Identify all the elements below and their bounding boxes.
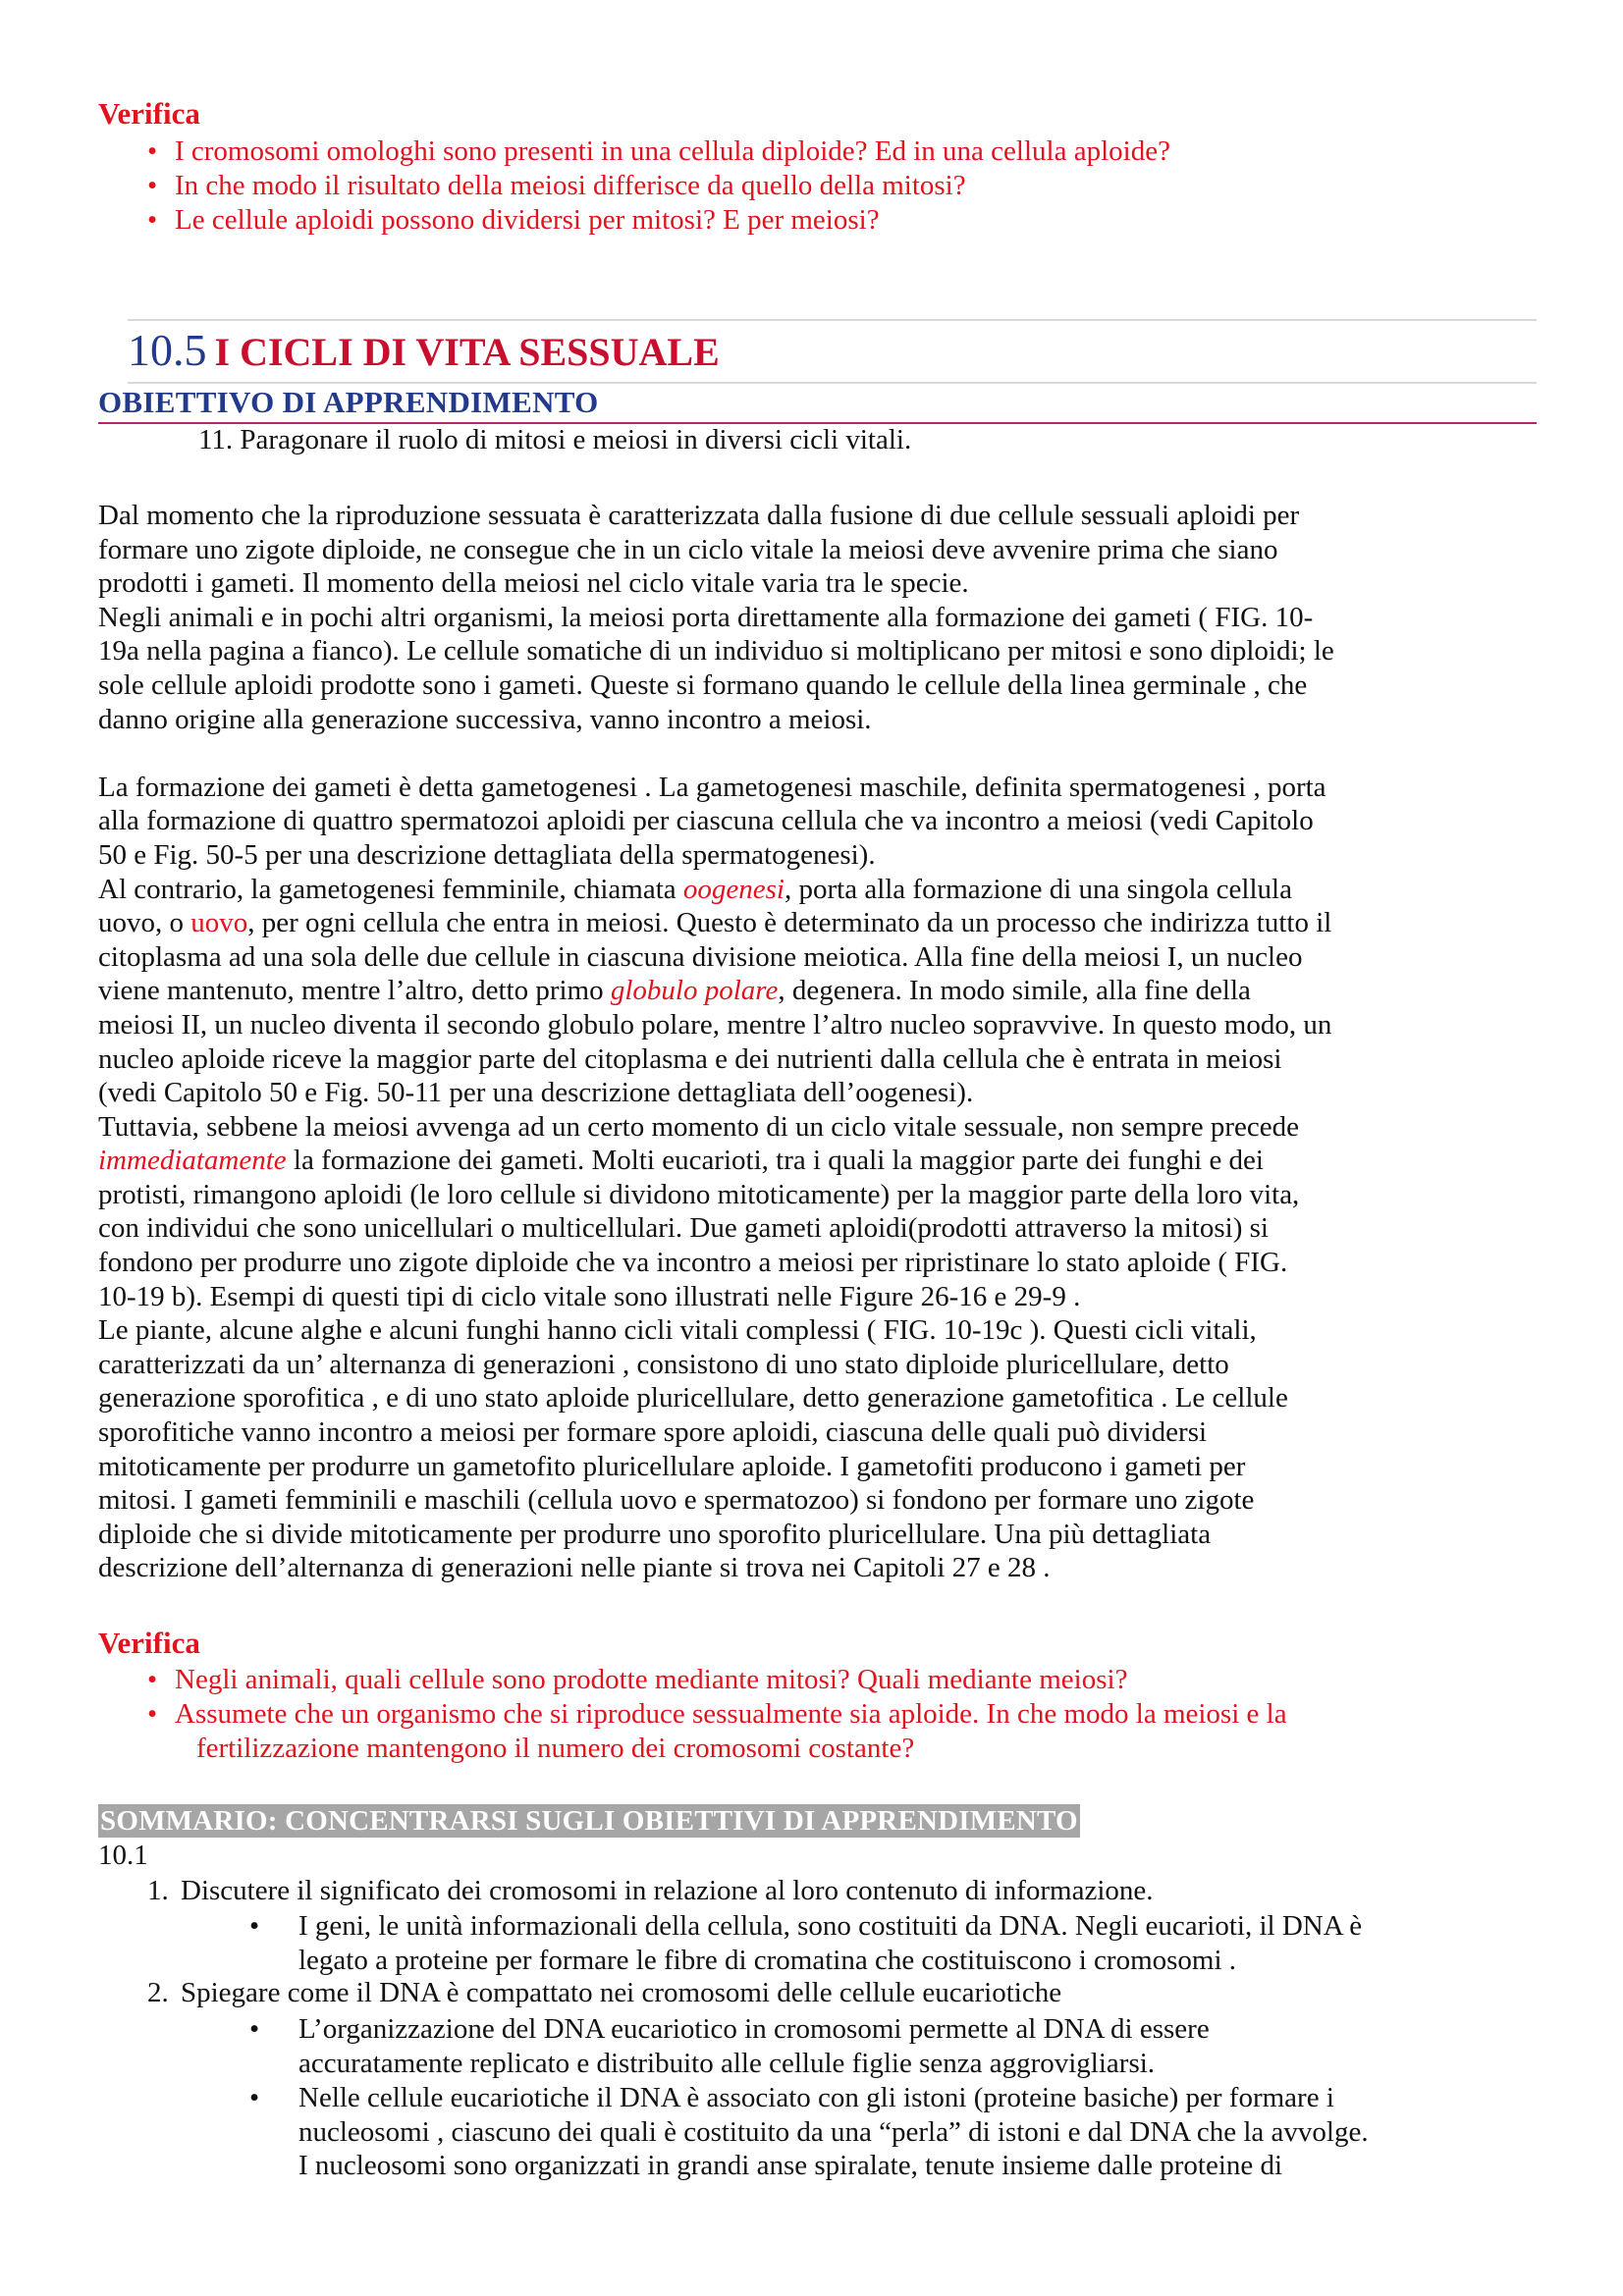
body-line: (vedi Capitolo 50 e Fig. 50-11 per una descrizione dettagliata dell’oogenesi).	[98, 1077, 974, 1109]
body-line: uovo, o uovo, per ogni cellula che entra in meiosi. Questo è determinato da un processo che indirizza tutto il	[98, 907, 1332, 939]
body-line: 50 e Fig. 50-5 per una descrizione dettagliata della spermatogenesi).	[98, 838, 876, 871]
body-line: mitosi. I gameti femminili e maschili (cellula uovo e spermatozoo) si fondono per formare uno zigote	[98, 1484, 1255, 1517]
verifica-question-list-2	[147, 1663, 1542, 1766]
body-line: mitoticamente per produrre un gametofito pluricellulare aploide. I gametofiti producono i gameti per	[98, 1450, 1246, 1482]
objective-heading: OBIETTIVO DI APPRENDIMENTO	[98, 385, 599, 419]
verifica-heading-2: Verifica	[98, 1626, 200, 1660]
term-immediatamente: immediatamente	[98, 1145, 287, 1177]
body-line: prodotti i gameti. Il momento della meiosi nel ciclo vitale varia tra le specie.	[98, 567, 969, 600]
paragraph-gap	[98, 736, 1542, 771]
verifica-question: • Le cellule aploidi possono dividersi per mitosi? E per meiosi?	[147, 203, 1170, 238]
section-number: 10.5	[128, 325, 207, 375]
verifica-question: • Assumete che un organismo che si riproduce sessualmente sia aploide. In che modo la meiosi e la fertilizzazione mantengono il numero dei cromosomi costante?	[147, 1697, 1542, 1766]
body-line: 19a nella pagina a fianco). Le cellule somatiche di un individuo si moltiplicano per mitosi e sono diploidi; le	[98, 635, 1334, 667]
body-line: immediatamente la formazione dei gameti. Molti eucarioti, tra i quali la maggior parte dei funghi e dei	[98, 1145, 1264, 1177]
section-top-rule	[128, 319, 1537, 321]
bullet-marker: •	[249, 2013, 260, 2045]
body-line: Le piante, alcune alghe e alcuni funghi hanno cicli vitali complessi ( FIG. 10-19c ). Questi cicli vitali,	[98, 1314, 1257, 1347]
section-title: I CICLI DI VITA SESSUALE	[214, 330, 720, 374]
body-line: alla formazione di quattro spermatozoi aploidi per ciascuna cellula che va incontro a meiosi (vedi Capitolo	[98, 805, 1314, 837]
body-line: sporofitiche vanno incontro a meiosi per formare spore aploidi, ciascuna delle quali può dividersi	[98, 1416, 1208, 1449]
verifica-heading: Verifica	[98, 96, 200, 131]
body-line: Negli animali e in pochi altri organismi, la meiosi porta direttamente alla formazione dei gameti ( FIG. 10-	[98, 601, 1314, 633]
verifica-question-list	[147, 134, 1170, 238]
body-paragraphs	[98, 499, 1542, 1585]
body-line: diploide che si divide mitoticamente per produrre uno sporofito pluricellulare. Una più dettagliata	[98, 1518, 1212, 1550]
body-line: caratterizzati da un’ alternanza di generazioni , consistono di uno stato diploide pluricellulare, detto	[98, 1348, 1229, 1380]
body-line: nucleo aploide riceve la maggior parte del citoplasma e dei nutrienti dalla cellula che è entrata in meiosi	[98, 1042, 1282, 1075]
summary-bullet: • I geni, le unità informazionali della cellula, sono costituiti da DNA. Negli eucarioti, il DNA è legato a proteine per formare le fibre di cromatina che costituiscono i cromosomi .	[249, 1910, 1363, 1976]
body-line: Al contrario, la gametogenesi femminile, chiamata oogenesi, porta alla formazione di una singola cellula	[98, 873, 1292, 905]
summary-objective-1: 1. Discutere il significato dei cromosomi in relazione al loro contenuto di informazione.	[147, 1875, 1154, 1906]
bullet-marker: •	[249, 1910, 260, 1942]
body-line: Tuttavia, sebbene la meiosi avvenga ad un certo momento di un ciclo vitale sessuale, non sempre precede	[98, 1110, 1299, 1143]
summary-bullet: • Nelle cellule eucariotiche il DNA è associato con gli istoni (proteine basiche) per formare i nucleosomi , ciascuno dei quali è costituito da una “perla” di istoni e dal DNA che la avvolge. I nucleosomi sono organizzati in grandi anse spiralate, tenute insieme dalle proteine di	[249, 2082, 1369, 2182]
body-line: La formazione dei gameti è detta gametogenesi . La gametogenesi maschile, definita spermatogenesi , porta	[98, 771, 1326, 803]
verifica-question: • Negli animali, quali cellule sono prodotte mediante mitosi? Quali mediante meiosi?	[147, 1663, 1542, 1697]
body-line: descrizione dell’alternanza di generazioni nelle piante si trova nei Capitoli 27 e 28 .	[98, 1552, 1051, 1584]
term-oogenesi: oogenesi	[682, 873, 784, 905]
term-globulo-polare: globulo polare	[610, 975, 779, 1007]
bullet-marker: •	[249, 2082, 260, 2113]
summary-section-number: 10.1	[98, 1840, 148, 1871]
section-bottom-rule	[128, 382, 1537, 384]
body-line: protisti, rimangono aploidi (le loro cellule si dividono mitoticamente) per la maggior parte della loro vita,	[98, 1178, 1300, 1210]
section-heading	[128, 324, 720, 376]
body-line: con individui che sono unicellulari o multicellulari. Due gameti aploidi(prodotti attraverso la mitosi) si	[98, 1212, 1269, 1245]
term-uovo: uovo	[190, 907, 248, 939]
body-line: generazione sporofitica , e di uno stato aploide pluricellulare, detto generazione gametofitica . Le cellule	[98, 1382, 1288, 1415]
body-line: meiosi II, un nucleo diventa il secondo globulo polare, mentre l’altro nucleo sopravvive. In questo modo, un	[98, 1008, 1332, 1041]
body-line: sole cellule aploidi prodotte sono i gameti. Queste si formano quando le cellule della linea germinale , che	[98, 668, 1308, 701]
summary-heading: SOMMARIO: CONCENTRARSI SUGLI OBIETTIVI DI APPRENDIMENTO	[100, 1805, 1078, 1837]
body-line: formare uno zigote diploide, ne consegue che in un ciclo vitale la meiosi deve avvenire prima che siano	[98, 533, 1278, 565]
body-line: fondono per produrre uno zigote diploide che va incontro a meiosi per ripristinare lo stato aploide ( FIG.	[98, 1247, 1288, 1279]
verifica-question: • I cromosomi omologhi sono presenti in una cellula diploide? Ed in una cellula aploide?	[147, 134, 1170, 169]
body-line: 10-19 b). Esempi di questi tipi di ciclo vitale sono illustrati nelle Figure 26-16 e 29-9 .	[98, 1280, 1081, 1312]
summary-objective-2: 2. Spiegare come il DNA è compattato nei cromosomi delle cellule eucariotiche	[147, 1977, 1062, 2008]
body-line: Dal momento che la riproduzione sessuata è caratterizzata dalla fusione di due cellule sessuali aploidi per	[98, 500, 1300, 531]
body-line: danno origine alla generazione successiva, vanno incontro a meiosi.	[98, 703, 872, 735]
objective-item: 11. Paragonare il ruolo di mitosi e meiosi in diversi cicli vitali.	[198, 424, 912, 455]
summary-bullet: • L’organizzazione del DNA eucariotico in cromosomi permette al DNA di essere accuratamente replicato e distribuito alle cellule figlie senza aggrovigliarsi.	[249, 2013, 1210, 2079]
body-line: citoplasma ad una sola delle due cellule in ciascuna divisione meiotica. Alla fine della meiosi I, un nucleo	[98, 940, 1303, 973]
body-line: viene mantenuto, mentre l’altro, detto primo globulo polare, degenera. In modo simile, alla fine della	[98, 975, 1251, 1007]
verifica-question: • In che modo il risultato della meiosi differisce da quello della mitosi?	[147, 169, 1170, 203]
